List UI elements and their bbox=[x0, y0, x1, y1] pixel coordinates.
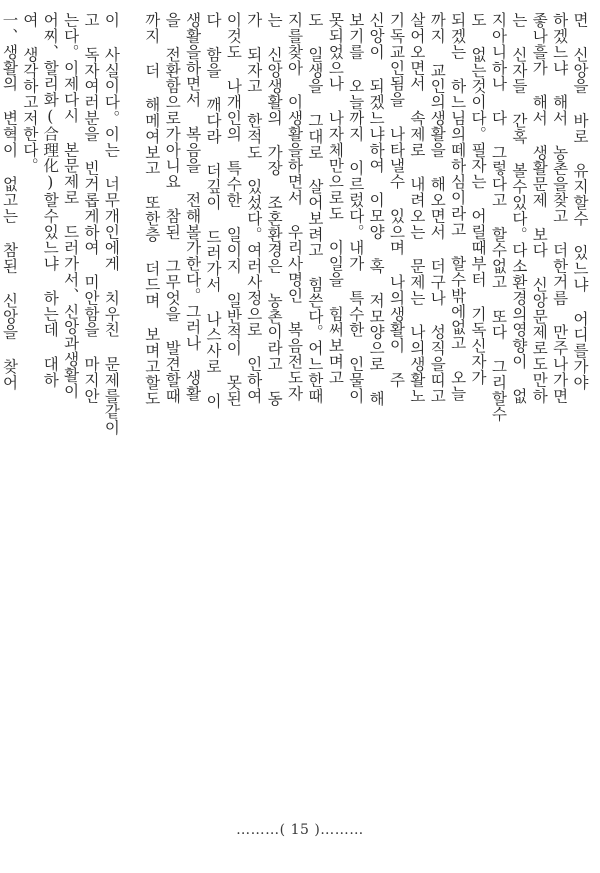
body-text bbox=[0, 12, 590, 807]
text-column: 다 함을 깨다라 더깊이 드러가서 나스사로 이 bbox=[203, 12, 222, 409]
text-column: 하겠느냐 해서 농촌을찾고 더한거름 만주나가면 bbox=[550, 12, 569, 404]
text-column: 여 생각하고저한다。 bbox=[20, 12, 39, 174]
text-column: 一、생활의 변혁이 없고는 참된 신앙을 찾어 bbox=[0, 12, 19, 391]
text-column: 어찌、할리화(合理化)할수있느냐 하는데 대하 bbox=[41, 12, 60, 388]
text-column: 지를찾아 이생활을하면서 우리사명인 복음전도자 bbox=[285, 12, 304, 402]
text-column: 는 신앙생활의 가장 조혼환경은 농촌이라고 동 bbox=[265, 12, 284, 407]
text-column: 이 사실이다。이는 너무개인에게 치우친 문제를같이 bbox=[102, 12, 121, 436]
page-number: ………( 15 )……… bbox=[236, 822, 364, 838]
text-column: 고 독자여러분을 빈거롭게하여 미안함을 마지안 bbox=[82, 12, 101, 404]
text-column: 기독교인됨을 나타낼수 있으며 나의생활이 주 bbox=[387, 12, 406, 388]
text-column: 이것도 나개인의 특수한 일이지 일반적이 못된 bbox=[224, 12, 243, 407]
text-column: 도 일생을 그대로 살어보려고 힘쓴다。어느한때 bbox=[305, 12, 324, 404]
text-column: 도 없는것이다。필자는 어릴때부터 기독신자가 bbox=[469, 12, 488, 386]
text-column: 되겠는 하느님의떼하심이라고 할수밖에없고 오늘 bbox=[448, 12, 467, 402]
text-column: 살어오면서 속제로 내려오는 문제는 나의생활노 bbox=[407, 12, 426, 404]
text-column: 좋나흘가 해서 생활문제 보다 신앙문제로도만하 bbox=[530, 12, 549, 404]
text-column: 생활을하면서 복음을 전해볼가한다。그러나 생활 bbox=[183, 12, 202, 402]
text-column: 는 신자들 간혹 볼수있다。다소환경의영향이 없 bbox=[509, 12, 528, 404]
text-column: 가 되자고 한적도 있섰다。여러사정으로 인하여 bbox=[244, 12, 263, 404]
text-column: 까지 교인의생활을 해오면서 더구나 성직을띠고 bbox=[428, 12, 447, 404]
text-column: 을 전환함으로가아니요 참된 그무엇을 발견할때 bbox=[163, 12, 182, 404]
text-column: 지아니하나 다 그렇다고 할수없고 또다 그리할수 bbox=[489, 12, 508, 422]
text-column: 신앙이 되겠느냐하여 이모양 혹 저모양으로 해 bbox=[367, 12, 386, 407]
text-column: 못되었으나 나자체만으로도 이일을 힘써보며고 bbox=[326, 12, 345, 386]
text-column: 는다。이제다시 본문제로 드러가서、신앙과생활이 bbox=[61, 12, 80, 399]
text-column: 보기를 오늘까지 이르렀다。내가 특수한 인물이 bbox=[346, 12, 365, 404]
text-column: 면 신앙을 바로 유지할수 있느냐 어디를가야 bbox=[571, 12, 589, 391]
text-column: 까지 더 해메여보고 또한층 더드며 보며고할도 bbox=[142, 12, 161, 407]
